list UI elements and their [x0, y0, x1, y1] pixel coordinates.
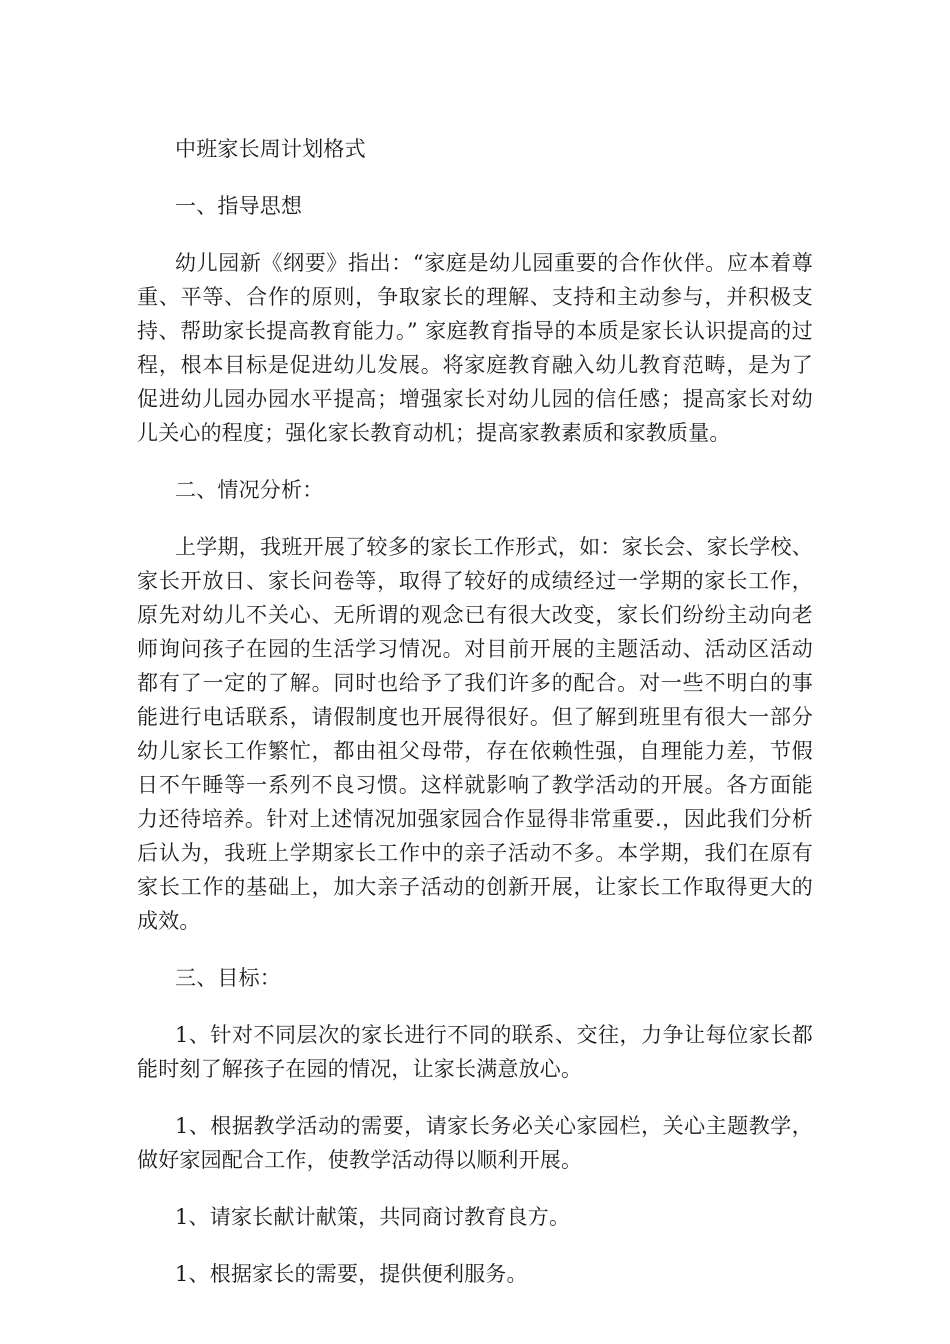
goal-item: 1、请家长献计献策，共同商讨教育良方。 [175, 1205, 571, 1229]
section-heading-goals: 三、目标： [175, 966, 281, 990]
document-body [137, 132, 813, 1291]
goal-item: 1、针对不同层次的家长进行不同的联系、交往，力争让每位家长都能时刻了解孩子在园的情况，让家长满意放心。 [137, 1023, 813, 1081]
goal-item: 1、根据家长的需要，提供便利服务。 [175, 1262, 528, 1286]
section-heading-guiding-ideology: 一、指导思想 [175, 194, 303, 218]
paragraph-guiding-ideology: 幼儿园新《纲要》指出：“家庭是幼儿园重要的合作伙伴。应本着尊重、平等、合作的原则，争取家长的理解、支持和主动参与，并积极支持、帮助家长提高教育能力。” 家庭教育指导的本质是家长认识提高的过程，根本目标是促进幼儿发展。将家庭教育融入幼儿教育范畴，是为了促进幼儿园办园水平提高；增强家长对幼儿园的信任感；提高家长对幼儿关心的程度；强化家长教育动机；提高家教素质和家教质量。 [137, 251, 813, 445]
document-title: 中班家长周计划格式 [175, 137, 366, 161]
goal-item: 1、根据教学活动的需要，请家长务必关心家园栏，关心主题教学，做好家园配合工作，使教学活动得以顺利开展。 [137, 1114, 813, 1172]
paragraph-situation-analysis: 上学期，我班开展了较多的家长工作形式，如：家长会、家长学校、家长开放日、家长问卷等，取得了较好的成绩经过一学期的家长工作，原先对幼儿不关心、无所谓的观念已有很大改变，家长们纷纷主动向老师询问孩子在园的生活学习情况。对目前开展的主题活动、活动区活动都有了一定的了解。同时也给予了我们许多的配合。对一些不明白的事能进行电话联系，请假制度也开展得很好。但了解到班里有很大一部分幼儿家长工作繁忙，都由祖父母带，存在依赖性强，自理能力差，节假日不午睡等一系列不良习惯。这样就影响了教学活动的开展。各方面能力还待培养。针对上述情况加强家园合作显得非常重要.，因此我们分析后认为，我班上学期家长工作中的亲子活动不多。本学期，我们在原有家长工作的基础上，加大亲子活动的创新开展，让家长工作取得更大的成效。 [137, 535, 813, 933]
section-heading-situation-analysis: 二、情况分析： [175, 478, 324, 502]
